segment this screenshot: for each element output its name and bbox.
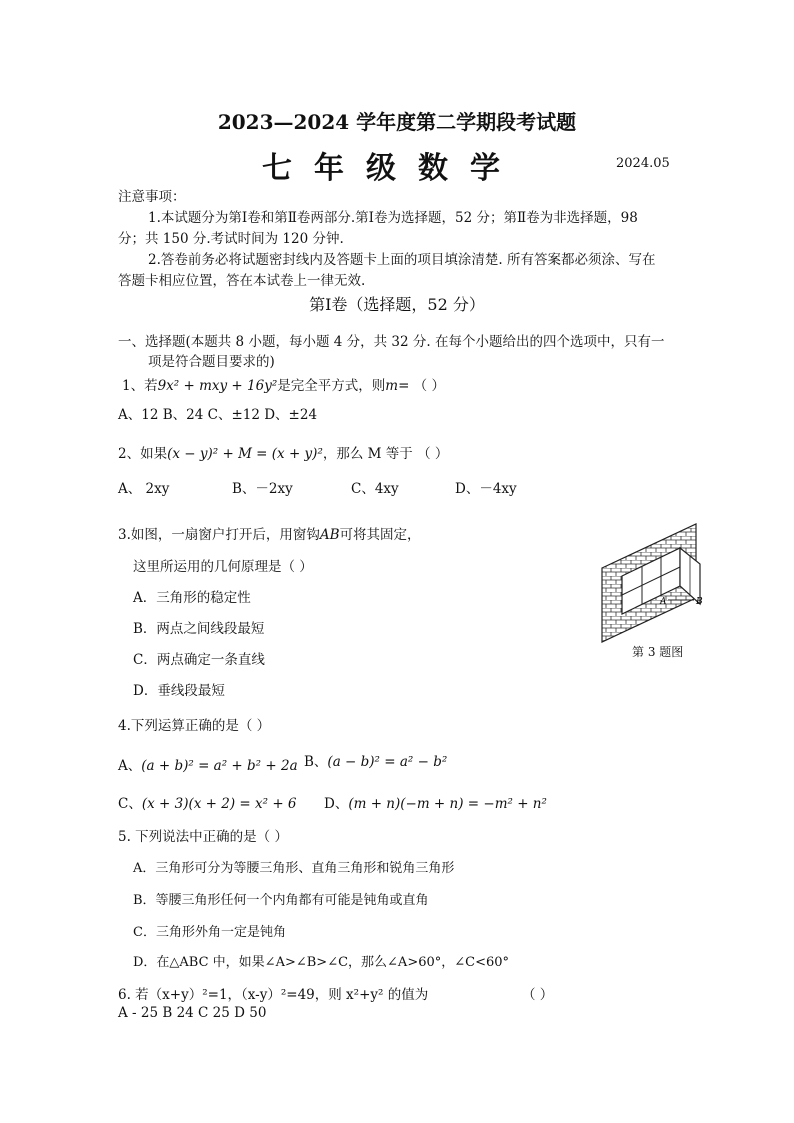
notice-line-3: 2.答卷前务必将试题密封线内及答题卡上面的项目填涂清楚. 所有答案都必须涂、写在	[148, 252, 656, 268]
q6-answer-paren: （ ）	[522, 987, 554, 1003]
q4-a-label: A、	[118, 758, 142, 774]
q1-mid: 是完全平方式，则	[277, 378, 386, 394]
q2-option-a: A、 2xy	[118, 481, 170, 497]
q4-d-expression: (m + n)(−m + n) = −m² + n²	[348, 796, 547, 812]
q3-line1-suffix: 可将其固定，	[339, 527, 421, 543]
figure-label-a: A	[660, 597, 667, 607]
q4-a-expression: (a + b)² = a² + b² + 2a	[141, 758, 298, 774]
q1-options: A、12 B、24 C、±12 D、±24	[118, 407, 318, 423]
question-3	[118, 523, 421, 543]
q2-option-b: B、－2xy	[232, 481, 293, 497]
subject-title: 七年级数学	[262, 151, 522, 186]
q1-suffix: = （ ）	[398, 378, 445, 394]
q2-suffix: ，那么 M 等于 （ ）	[322, 446, 449, 462]
q4-c-expression: (x + 3)(x + 2) = x² + 6	[141, 796, 297, 812]
q3-option-b: B．两点之间线段最短	[133, 621, 265, 637]
q4-c-label: C、	[118, 796, 142, 812]
q4-option-a	[118, 754, 298, 774]
q3-option-c: C．两点确定一条直线	[133, 652, 265, 668]
q2-prefix: 2、如果	[118, 446, 168, 462]
notice-heading: 注意事项：	[118, 189, 186, 205]
question-1	[122, 374, 445, 394]
q3-option-d: D．垂线段最短	[133, 683, 225, 699]
question-6: 6. 若（x+y）²=1，（x-y）²=49，则 x²+y² 的值为	[118, 987, 429, 1003]
window-figure	[596, 520, 706, 646]
q5-option-a: A．三角形可分为等腰三角形、直角三角形和锐角三角形	[133, 861, 455, 876]
section-title: 第Ⅰ卷（选择题，52 分）	[309, 295, 485, 314]
q1-prefix: 1、若	[122, 378, 158, 394]
q4-option-c	[118, 792, 297, 812]
q1-expression: 9x² + mxy + 16y²	[157, 378, 278, 394]
section-instructions-2: 项是符合题目要求的)	[148, 354, 275, 370]
question-4: 4.下列运算正确的是（ ）	[118, 718, 271, 734]
notice-line-2: 分；共 150 分.考试时间为 120 分钟.	[118, 231, 344, 247]
q4-b-label: B、	[304, 754, 328, 770]
question-5: 5. 下列说法中正确的是（ ）	[118, 829, 288, 845]
exam-title: 2023—2024 学年度第二学期段考试题	[217, 110, 577, 134]
q4-b-expression: (a − b)² = a² − b²	[327, 754, 448, 770]
q5-option-c: C．三角形外角一定是钝角	[133, 925, 286, 940]
section-instructions-1: 一、选择题(本题共 8 小题，每小题 4 分，共 32 分. 在每个小题给出的四个选项中，只有一	[118, 334, 665, 350]
q3-line1-var: AB	[319, 527, 340, 543]
q2-option-d: D、－4xy	[455, 481, 517, 497]
q3-option-a: A．三角形的稳定性	[133, 590, 251, 606]
q4-option-d	[324, 792, 547, 812]
q4-d-label: D、	[324, 796, 349, 812]
q2-option-c: C、4xy	[351, 481, 399, 497]
q3-line-2: 这里所运用的几何原理是（ ）	[133, 559, 313, 575]
notice-line-4: 答题卡相应位置，答在本试卷上一律无效.	[118, 273, 366, 289]
q1-variable: m	[385, 378, 399, 394]
q5-option-d: D．在△ABC 中，如果∠A>∠B>∠C，那么∠A>60°，∠C<60°	[133, 955, 510, 970]
figure-caption: 第 3 题图	[632, 645, 684, 659]
q3-line1-prefix: 3.如图，一扇窗户打开后，用窗钩	[118, 527, 320, 543]
exam-date: 2024.05	[616, 156, 670, 171]
notice-line-1: 1.本试题分为第Ⅰ卷和第Ⅱ卷两部分.第Ⅰ卷为选择题，52 分；第Ⅱ卷为非选择题，98	[148, 210, 638, 226]
q6-options: A - 25 B 24 C 25 D 50	[118, 1005, 267, 1021]
figure-label-b: B	[696, 597, 703, 607]
q5-option-b: B．等腰三角形任何一个内角都有可能是钝角或直角	[133, 893, 429, 908]
q2-expression: (x − y)² + M = (x + y)²	[167, 446, 323, 462]
q4-option-b	[304, 750, 447, 770]
question-2	[118, 442, 448, 462]
